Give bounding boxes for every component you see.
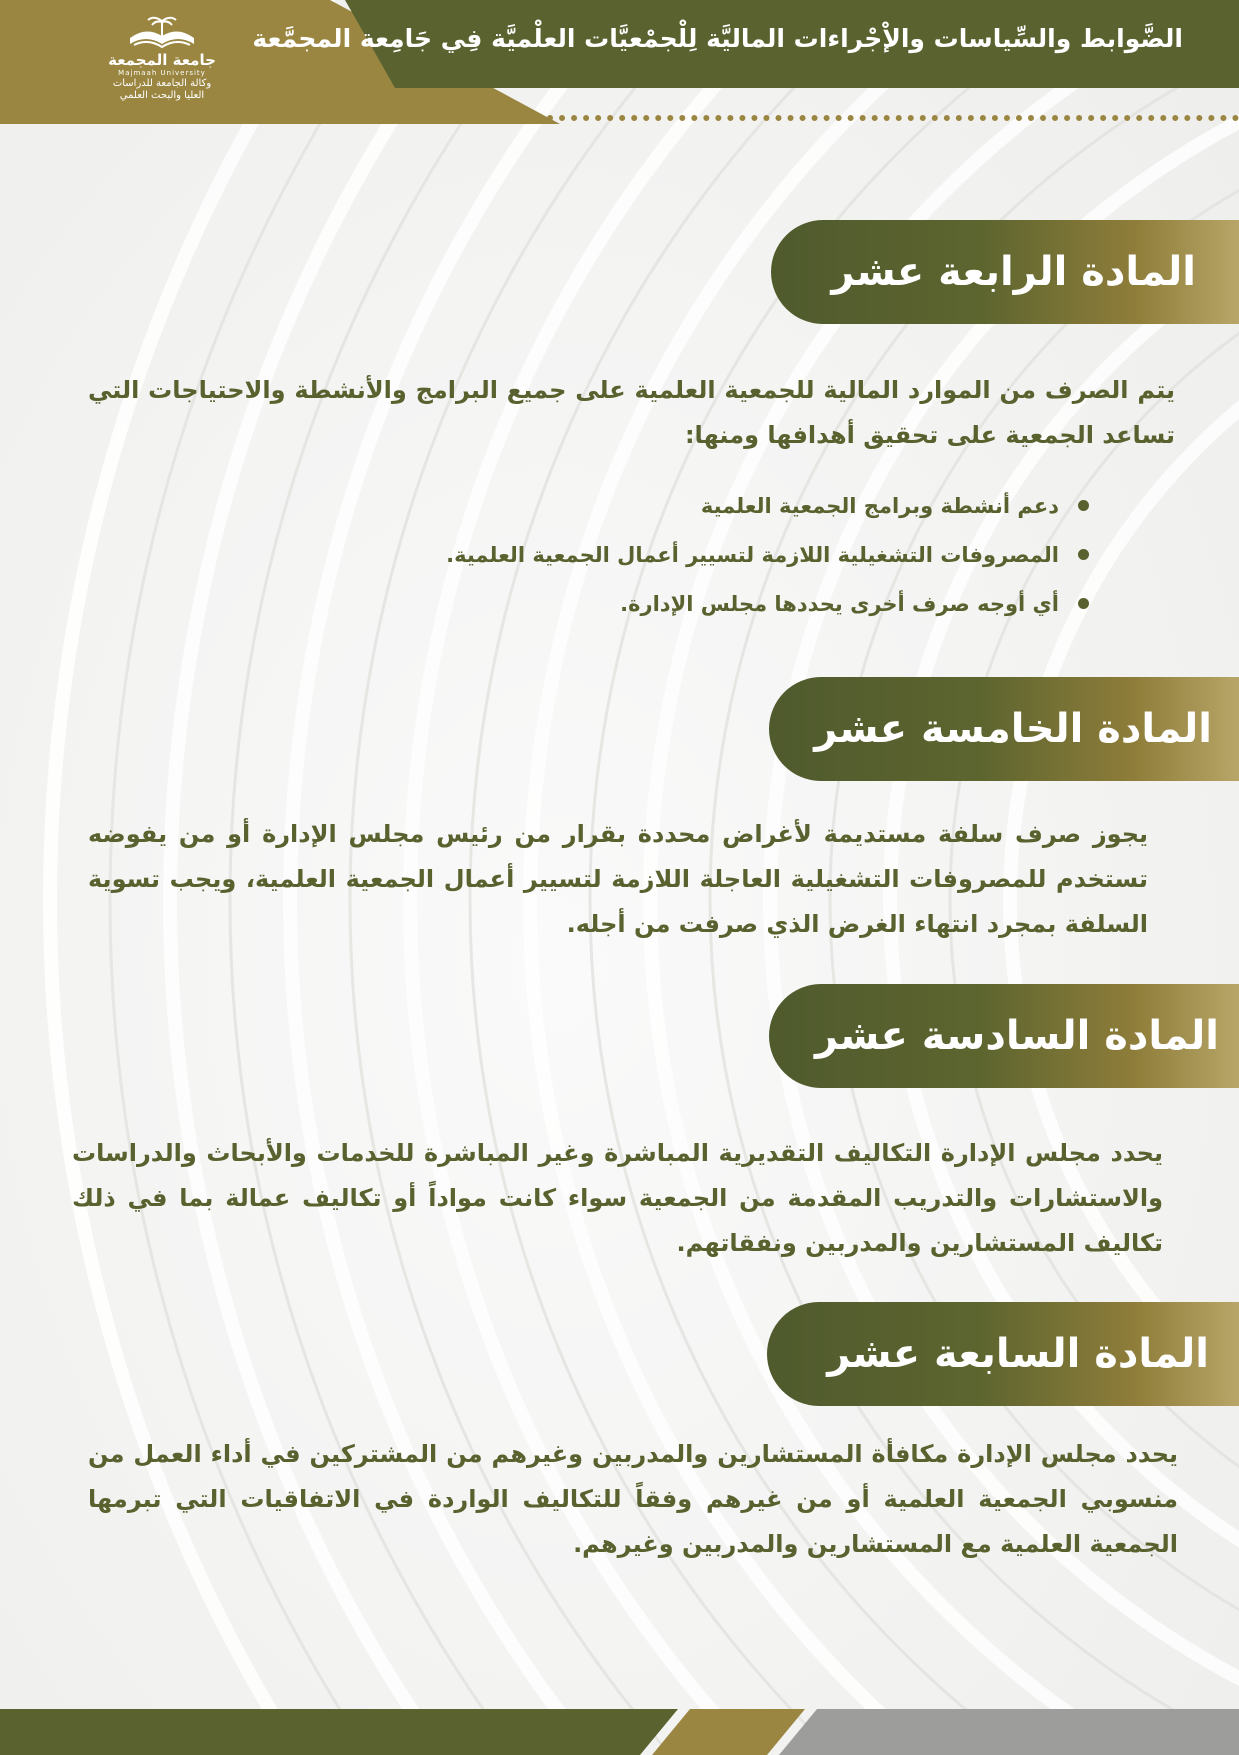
article-heading-17: المادة السابعة عشر [767, 1302, 1239, 1406]
list-item [446, 582, 1089, 631]
bullet-icon [1078, 549, 1089, 560]
bullet-icon [1078, 598, 1089, 609]
article-body-15: يجوز صرف سلفة مستديمة لأغراض محددة بقرار من رئيس مجلس الإدارة أو من يفوضه تستخدم للمصروفات التشغيلية العاجلة اللازمة لتسيير أعمال الجمعية العلمية، ويجب تسوية السلفة بمجرد انتهاء الغرض الذي صرفت من أجله. [88, 820, 1148, 938]
book-palm-emblem-icon [122, 14, 202, 52]
list-item [446, 533, 1089, 582]
article-heading-16: المادة السادسة عشر [769, 984, 1239, 1088]
article-body-14: يتم الصرف من الموارد المالية للجمعية العلمية على جميع البرامج والأنشطة والاحتياجات التي تساعد الجمعية على تحقيق أهدافها ومنها: [88, 376, 1175, 449]
logo-department-line-2: العليا والبحث العلمي [119, 90, 205, 101]
logo-university-name-ar: جامعة المجمعة [108, 51, 216, 69]
article-heading-15: المادة الخامسة عشر [769, 677, 1239, 781]
article-body-16: يحدد مجلس الإدارة التكاليف التقديرية المباشرة وغير المباشرة للخدمات والأبحاث والدراسات والاستشارات والتدريب المقدمة من الجمعية سواء كانت مواداً أو تكاليف عمالة بما في ذلك تكاليف المستشارين والمدربين ونفقاتهم. [72, 1139, 1163, 1257]
logo-university-name-en: Majmaah University [118, 69, 206, 77]
document-title: الضَّوابط والسِّياسات والإْجْراءات الماليَّة لِلْجمْعيَّات العلْميَّة فِي جَامِعة المجمَّعة [252, 24, 1183, 53]
article-heading-14: المادة الرابعة عشر [771, 220, 1239, 324]
article-body-17: يحدد مجلس الإدارة مكافأة المستشارين والمدربين وغيرهم من المشتركين في أداء العمل من منسوبي الجمعية العلمية أو من غيرهم وفقاً للتكاليف الواردة في الاتفاقيات التي تبرمها الجمعية العلمية مع المستشارين والمدربين وغيرهم. [88, 1440, 1178, 1558]
list-item-text: المصروفات التشغيلية اللازمة لتسيير أعمال الجمعية العلمية. [446, 543, 1059, 567]
bullet-icon [1078, 500, 1089, 511]
list-item [446, 484, 1089, 533]
footer-band [0, 1709, 1239, 1755]
list-item-text: دعم أنشطة وبرامج الجمعية العلمية [700, 494, 1059, 518]
article-14-bullet-list [446, 484, 1089, 631]
university-logo [104, 14, 220, 102]
header-dotted-divider [535, 115, 1239, 121]
list-item-text: أي أوجه صرف أخرى يحددها مجلس الإدارة. [620, 592, 1059, 616]
logo-department-line-1: وكالة الجامعة للدراسات [112, 78, 212, 89]
